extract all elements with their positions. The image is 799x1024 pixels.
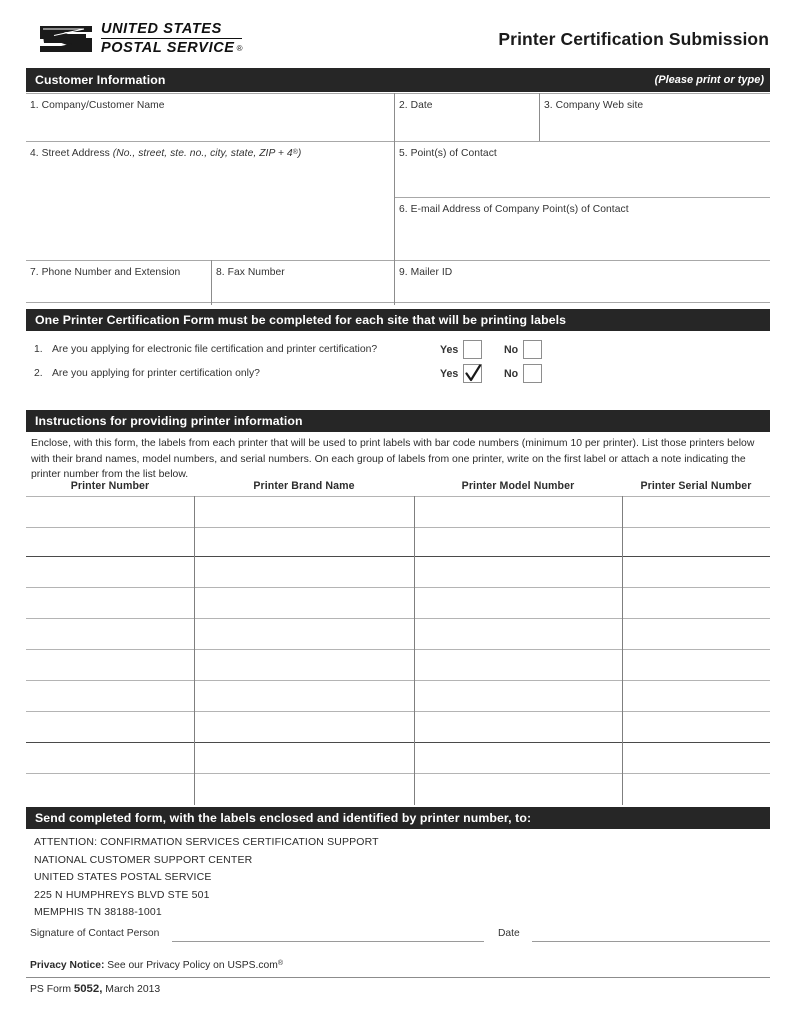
cell-printer-number[interactable] bbox=[26, 619, 193, 649]
yes-label: Yes bbox=[440, 367, 459, 380]
cell-printer-brand-name[interactable] bbox=[195, 712, 413, 742]
form-prefix: PS Form bbox=[30, 984, 74, 995]
registered-mark-icon: ® bbox=[277, 960, 283, 967]
table-row bbox=[26, 743, 770, 773]
cell-printer-number[interactable] bbox=[26, 774, 193, 805]
cell-printer-number[interactable] bbox=[26, 528, 193, 556]
cell-printer-model-number[interactable] bbox=[415, 619, 621, 649]
input-points-of-contact[interactable] bbox=[395, 142, 769, 196]
privacy-notice bbox=[30, 960, 283, 971]
field-label-points-of-contact: 5. Point(s) of Contact bbox=[399, 148, 497, 159]
customer-information-header bbox=[26, 68, 770, 92]
question-1-no-checkbox[interactable] bbox=[523, 340, 542, 359]
field-label-email-contact: 6. E-mail Address of Company Point(s) of Contact bbox=[399, 204, 629, 215]
table-row bbox=[26, 681, 770, 711]
cell-printer-number[interactable] bbox=[26, 588, 193, 618]
no-label: No bbox=[504, 367, 519, 380]
cell-printer-serial-number[interactable] bbox=[623, 712, 770, 742]
field-label-phone: 7. Phone Number and Extension bbox=[30, 267, 181, 278]
input-mailer-id[interactable] bbox=[395, 261, 769, 301]
certification-notice-title: One Printer Certification Form must be completed for each site that will be printing labels bbox=[35, 313, 567, 327]
registered-mark-icon: ® bbox=[236, 43, 243, 53]
question-number: 2. bbox=[34, 368, 43, 379]
eagle-icon bbox=[40, 24, 92, 54]
cell-printer-brand-name[interactable] bbox=[195, 528, 413, 556]
input-phone[interactable] bbox=[26, 261, 210, 301]
address-line: NATIONAL CUSTOMER SUPPORT CENTER bbox=[34, 853, 253, 866]
printer-table bbox=[26, 480, 770, 805]
cell-printer-model-number[interactable] bbox=[415, 588, 621, 618]
cell-printer-serial-number[interactable] bbox=[623, 743, 770, 773]
masthead bbox=[0, 0, 799, 66]
certification-notice-header bbox=[26, 309, 770, 331]
table-row bbox=[26, 712, 770, 742]
question-1-yes-checkbox[interactable] bbox=[463, 340, 482, 359]
table-row bbox=[26, 557, 770, 587]
column-header-printer-brand-name: Printer Brand Name bbox=[253, 480, 355, 492]
cell-printer-number[interactable] bbox=[26, 497, 193, 527]
question-2-yes-option[interactable] bbox=[440, 364, 482, 383]
usps-wordmark-line1: UNITED STATES bbox=[101, 22, 242, 39]
cell-printer-number[interactable] bbox=[26, 557, 193, 587]
signature-date-label: Date bbox=[498, 928, 520, 939]
cell-printer-serial-number[interactable] bbox=[623, 774, 770, 805]
table-row bbox=[26, 650, 770, 680]
table-row bbox=[26, 497, 770, 527]
cell-printer-number[interactable] bbox=[26, 743, 193, 773]
instructions-paragraph: Enclose, with this form, the labels from each printer that will be used to print labels with bar code numbers (minimum 10 per printer). List those printers below with their brand names, model numbers, and serial numbers. On each group of labels from one printer, write on the first label or attach a note indicating the printer number from the list below. bbox=[31, 438, 755, 481]
cell-printer-brand-name[interactable] bbox=[195, 650, 413, 680]
printer-table-header-row bbox=[26, 480, 770, 496]
table-row bbox=[26, 619, 770, 649]
cell-printer-serial-number[interactable] bbox=[623, 650, 770, 680]
question-1-no-option[interactable] bbox=[504, 340, 542, 359]
table-row bbox=[26, 528, 770, 556]
instructions-title: Instructions for providing printer information bbox=[35, 414, 303, 428]
address-line: ATTENTION: CONFIRMATION SERVICES CERTIFICATION SUPPORT bbox=[34, 836, 379, 848]
question-number: 1. bbox=[34, 344, 43, 355]
page-title: Printer Certification Submission bbox=[498, 29, 769, 49]
cell-printer-model-number[interactable] bbox=[415, 681, 621, 711]
column-header-printer-model-number: Printer Model Number bbox=[461, 480, 575, 492]
certification-questions bbox=[26, 340, 770, 388]
instructions-header bbox=[26, 410, 770, 432]
cell-printer-model-number[interactable] bbox=[415, 774, 621, 805]
table-row bbox=[26, 774, 770, 805]
registered-mark-icon: ® bbox=[292, 149, 298, 156]
address-line: MEMPHIS TN 38188-1001 bbox=[34, 906, 162, 919]
column-header-printer-serial-number: Printer Serial Number bbox=[640, 480, 752, 492]
send-form-header bbox=[26, 807, 770, 829]
cell-printer-serial-number[interactable] bbox=[623, 619, 770, 649]
question-1-yes-option[interactable] bbox=[440, 340, 482, 359]
cell-printer-brand-name[interactable] bbox=[195, 774, 413, 805]
signature-row bbox=[30, 927, 770, 943]
input-website[interactable] bbox=[540, 94, 769, 140]
question-2-yes-checkbox[interactable] bbox=[463, 364, 482, 383]
cell-printer-serial-number[interactable] bbox=[623, 557, 770, 587]
mailing-address-block bbox=[34, 834, 379, 922]
form-date: March 2013 bbox=[102, 984, 161, 995]
cell-printer-brand-name[interactable] bbox=[195, 588, 413, 618]
usps-logo bbox=[40, 22, 242, 56]
no-label: No bbox=[504, 343, 519, 356]
grid-rule bbox=[26, 302, 770, 303]
cell-printer-model-number[interactable] bbox=[415, 712, 621, 742]
footer-divider bbox=[26, 977, 770, 978]
field-label-website: 3. Company Web site bbox=[544, 100, 644, 111]
cell-printer-model-number[interactable] bbox=[415, 743, 621, 773]
input-street-address[interactable] bbox=[26, 142, 393, 259]
cell-printer-number[interactable] bbox=[26, 712, 193, 742]
input-email-contact[interactable] bbox=[395, 198, 769, 259]
send-form-title: Send completed form, with the labels enclosed and identified by printer number, to: bbox=[35, 811, 532, 825]
checkmark-icon bbox=[465, 364, 482, 383]
usps-wordmark-line2: POSTAL SERVICE ® bbox=[101, 39, 243, 56]
field-label-fax: 8. Fax Number bbox=[216, 267, 285, 278]
cell-printer-number[interactable] bbox=[26, 681, 193, 711]
question-text: Are you applying for electronic file certification and printer certification? bbox=[52, 344, 378, 355]
question-text: Are you applying for printer certification only? bbox=[52, 368, 260, 379]
question-2-no-option[interactable] bbox=[504, 364, 542, 383]
cell-printer-model-number[interactable] bbox=[415, 650, 621, 680]
customer-information-grid bbox=[26, 93, 770, 303]
cell-printer-brand-name[interactable] bbox=[195, 743, 413, 773]
column-header-printer-number: Printer Number bbox=[70, 480, 150, 492]
signature-label: Signature of Contact Person bbox=[30, 928, 160, 939]
customer-information-title: Customer Information bbox=[35, 73, 166, 87]
cell-printer-model-number[interactable] bbox=[415, 557, 621, 587]
privacy-notice-label: Privacy Notice: bbox=[30, 960, 105, 971]
field-label-street-address: 4. Street Address (No., street, ste. no., city, state, ZIP + 4®) bbox=[30, 148, 302, 159]
cell-printer-model-number[interactable] bbox=[415, 528, 621, 556]
signature-date-input[interactable] bbox=[532, 941, 770, 942]
privacy-notice-text: See our Privacy Policy on USPS.com bbox=[104, 960, 278, 971]
question-row bbox=[26, 340, 770, 364]
field-label-date: 2. Date bbox=[399, 100, 433, 111]
input-fax[interactable] bbox=[212, 261, 393, 301]
yes-label: Yes bbox=[440, 343, 459, 356]
field-label-company-name: 1. Company/Customer Name bbox=[30, 100, 165, 111]
signature-input[interactable] bbox=[172, 941, 484, 942]
input-date[interactable] bbox=[395, 94, 538, 140]
cell-printer-serial-number[interactable] bbox=[623, 681, 770, 711]
form-identifier bbox=[30, 983, 160, 995]
cell-printer-serial-number[interactable] bbox=[623, 528, 770, 556]
print-or-type-note: (Please print or type) bbox=[654, 74, 764, 86]
cell-printer-number[interactable] bbox=[26, 650, 193, 680]
cell-printer-brand-name[interactable] bbox=[195, 681, 413, 711]
cell-printer-model-number[interactable] bbox=[415, 497, 621, 527]
input-company-name[interactable] bbox=[26, 94, 393, 140]
cell-printer-serial-number[interactable] bbox=[623, 588, 770, 618]
address-line: UNITED STATES POSTAL SERVICE bbox=[34, 871, 212, 884]
question-2-no-checkbox[interactable] bbox=[523, 364, 542, 383]
table-row bbox=[26, 588, 770, 618]
cell-printer-brand-name[interactable] bbox=[195, 497, 413, 527]
form-number: 5052, bbox=[73, 983, 103, 995]
question-row bbox=[26, 364, 770, 388]
cell-printer-serial-number[interactable] bbox=[623, 497, 770, 527]
usps-wordmark bbox=[101, 22, 242, 56]
cell-printer-brand-name[interactable] bbox=[195, 557, 413, 587]
field-label-mailer-id: 9. Mailer ID bbox=[399, 267, 453, 278]
address-line: 225 N HUMPHREYS BLVD STE 501 bbox=[34, 888, 210, 901]
cell-printer-brand-name[interactable] bbox=[195, 619, 413, 649]
